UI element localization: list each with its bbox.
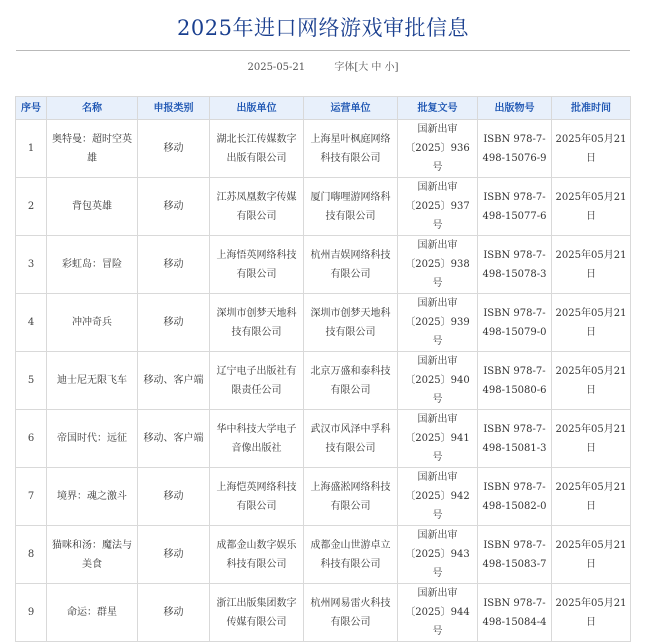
cell-publisher: 深圳市创梦天地科技有限公司	[210, 294, 304, 352]
cell-name: 帝国时代：远征	[47, 410, 138, 468]
cell-approval-no: 国新出审〔2025〕942号	[398, 468, 478, 526]
cell-isbn: ISBN 978-7-498-15077-6	[478, 178, 552, 236]
approval-table	[15, 96, 631, 642]
cell-index: 4	[16, 294, 47, 352]
table-row	[16, 352, 631, 410]
cell-approval-no: 国新出审〔2025〕937号	[398, 178, 478, 236]
cell-approval-no: 国新出审〔2025〕939号	[398, 294, 478, 352]
cell-operator: 北京万盛和泰科技有限公司	[304, 352, 398, 410]
cell-operator: 杭州网易雷火科技有限公司	[304, 584, 398, 642]
cell-name: 命运：群星	[47, 584, 138, 642]
table-row	[16, 178, 631, 236]
cell-name: 奥特曼：超时空英雄	[47, 120, 138, 178]
cell-category: 移动	[138, 468, 210, 526]
table-row	[16, 468, 631, 526]
cell-approval-date: 2025年05月21日	[552, 294, 631, 352]
cell-publisher: 湖北长江传媒数字出版有限公司	[210, 120, 304, 178]
cell-publisher: 辽宁电子出版社有限责任公司	[210, 352, 304, 410]
cell-approval-date: 2025年05月21日	[552, 352, 631, 410]
font-size-label: 字体	[334, 62, 355, 73]
cell-approval-no: 国新出审〔2025〕940号	[398, 352, 478, 410]
cell-isbn: ISBN 978-7-498-15076-9	[478, 120, 552, 178]
cell-publisher: 成都金山数字娱乐科技有限公司	[210, 526, 304, 584]
cell-publisher: 华中科技大学电子音像出版社	[210, 410, 304, 468]
cell-publisher: 上海恺英网络科技有限公司	[210, 468, 304, 526]
cell-isbn: ISBN 978-7-498-15079-0	[478, 294, 552, 352]
cell-name: 彩虹岛：冒险	[47, 236, 138, 294]
cell-index: 6	[16, 410, 47, 468]
cell-isbn: ISBN 978-7-498-15083-7	[478, 526, 552, 584]
cell-index: 5	[16, 352, 47, 410]
cell-approval-date: 2025年05月21日	[552, 236, 631, 294]
cell-category: 移动、客户端	[138, 410, 210, 468]
cell-operator: 武汉市风泽中孚科技有限公司	[304, 410, 398, 468]
cell-publisher: 江苏凤凰数字传媒有限公司	[210, 178, 304, 236]
table-row	[16, 584, 631, 642]
cell-approval-no: 国新出审〔2025〕938号	[398, 236, 478, 294]
cell-category: 移动	[138, 526, 210, 584]
font-size-switcher[interactable]: [大 中 小]	[354, 62, 399, 73]
cell-approval-no: 国新出审〔2025〕941号	[398, 410, 478, 468]
cell-category: 移动	[138, 584, 210, 642]
cell-index: 9	[16, 584, 47, 642]
cell-index: 1	[16, 120, 47, 178]
column-header-publisher: 出版单位	[210, 97, 304, 120]
cell-publisher: 上海悟英网络科技有限公司	[210, 236, 304, 294]
table-row	[16, 120, 631, 178]
article-meta	[0, 58, 646, 73]
cell-isbn: ISBN 978-7-498-15082-0	[478, 468, 552, 526]
cell-approval-date: 2025年05月21日	[552, 468, 631, 526]
cell-approval-no: 国新出审〔2025〕944号	[398, 584, 478, 642]
column-header-isbn: 出版物号	[478, 97, 552, 120]
cell-name: 冲冲奇兵	[47, 294, 138, 352]
column-header-index: 序号	[16, 97, 47, 120]
page-title: 2025年进口网络游戏审批信息	[177, 16, 469, 40]
column-header-approval-date: 批准时间	[552, 97, 631, 120]
cell-approval-no: 国新出审〔2025〕936号	[398, 120, 478, 178]
publish-date: 2025-05-21	[247, 62, 306, 73]
cell-operator: 上海盛淞网络科技有限公司	[304, 468, 398, 526]
cell-operator: 成都金山世游卓立科技有限公司	[304, 526, 398, 584]
cell-operator: 杭州吉娱网络科技有限公司	[304, 236, 398, 294]
cell-isbn: ISBN 978-7-498-15078-3	[478, 236, 552, 294]
cell-index: 3	[16, 236, 47, 294]
cell-name: 迪士尼无限飞车	[47, 352, 138, 410]
column-header-category: 申报类别	[138, 97, 210, 120]
cell-isbn: ISBN 978-7-498-15081-3	[478, 410, 552, 468]
table-row	[16, 526, 631, 584]
table-header-row	[16, 97, 631, 120]
cell-operator: 上海星叶枫庭网络科技有限公司	[304, 120, 398, 178]
cell-publisher: 浙江出版集团数字传媒有限公司	[210, 584, 304, 642]
cell-isbn: ISBN 978-7-498-15084-4	[478, 584, 552, 642]
cell-approval-date: 2025年05月21日	[552, 178, 631, 236]
cell-approval-no: 国新出审〔2025〕943号	[398, 526, 478, 584]
cell-operator: 厦门嗨哩游网络科技有限公司	[304, 178, 398, 236]
cell-category: 移动、客户端	[138, 352, 210, 410]
cell-name: 境界：魂之激斗	[47, 468, 138, 526]
cell-name: 猫咪和汤：魔法与美食	[47, 526, 138, 584]
cell-category: 移动	[138, 294, 210, 352]
column-header-operator: 运营单位	[304, 97, 398, 120]
table-body	[16, 120, 631, 642]
cell-isbn: ISBN 978-7-498-15080-6	[478, 352, 552, 410]
cell-category: 移动	[138, 120, 210, 178]
column-header-name: 名称	[47, 97, 138, 120]
cell-category: 移动	[138, 178, 210, 236]
cell-index: 8	[16, 526, 47, 584]
cell-operator: 深圳市创梦天地科技有限公司	[304, 294, 398, 352]
cell-approval-date: 2025年05月21日	[552, 526, 631, 584]
table-row	[16, 294, 631, 352]
cell-category: 移动	[138, 236, 210, 294]
column-header-approval-no: 批复文号	[398, 97, 478, 120]
cell-index: 2	[16, 178, 47, 236]
cell-approval-date: 2025年05月21日	[552, 120, 631, 178]
table-row	[16, 236, 631, 294]
table-row	[16, 410, 631, 468]
cell-name: 背包英雄	[47, 178, 138, 236]
cell-approval-date: 2025年05月21日	[552, 410, 631, 468]
title-divider	[16, 50, 630, 51]
cell-index: 7	[16, 468, 47, 526]
cell-approval-date: 2025年05月21日	[552, 584, 631, 642]
